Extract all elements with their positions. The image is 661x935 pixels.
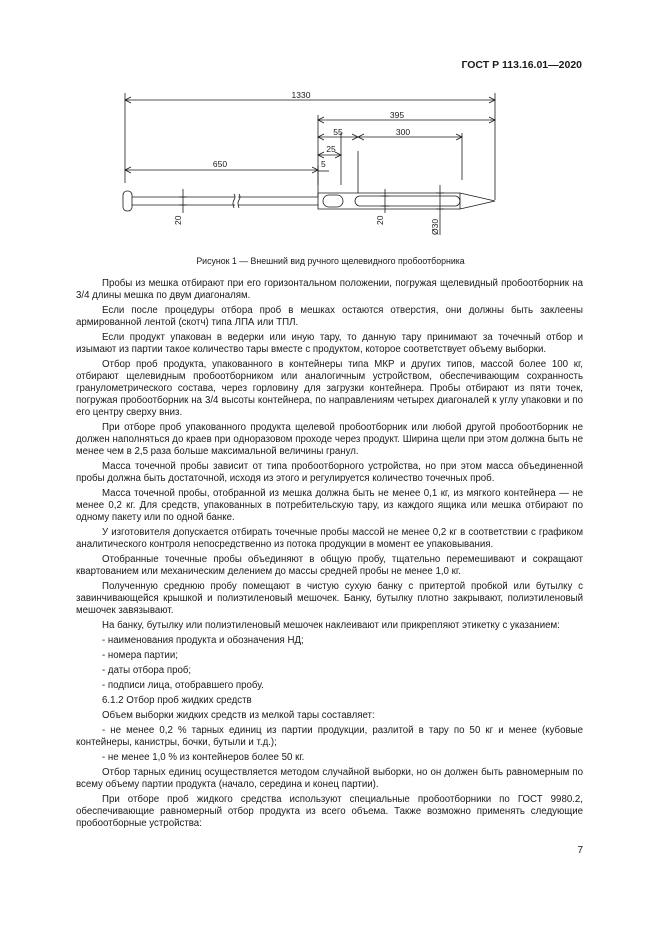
list-item: - номера партии; <box>102 650 178 661</box>
list-item: - подписи лица, отобравшего пробу. <box>102 680 264 691</box>
paragraph: Отбор проб продукта, упакованного в контейнеры типа МКР и других типов, массой более 100 кг, отбирают щелевидным пробоотборником или аналогичным устройством, обеспечивающим сохранность гранулометрического состава, через горловину для загрузки контейнера. Пробы отбирают из пяти точек, погружая пробоотборник на 3/4 высоты контейнера, по направлениям четырех диагоналей к углу упаковки и по его центру сверху вниз. <box>76 359 583 418</box>
dim-diameter-30: Ø30 <box>430 218 440 235</box>
dim-20-rod: 20 <box>173 215 183 225</box>
paragraph: Пробы из мешка отбирают при его горизонтальном положении, погружая щелевидный пробоотборник на 3/4 длины мешка по двум диагоналям. <box>76 278 583 301</box>
paragraph: Масса точечной пробы зависит от типа пробоотборного устройства, но при этом масса объединенной пробы должна быть достаточной, исходя из этого и регулируется количество точечных проб. <box>76 461 583 484</box>
paragraph: Если после процедуры отбора проб в мешках остаются отверстия, они должны быть заклеены армированной лентой (скотч) типа ЛПА или ТПЛ. <box>76 305 583 328</box>
list-item: - наименования продукта и обозначения НД; <box>102 635 304 646</box>
dim-650: 650 <box>212 159 228 169</box>
dim-total: 1330 <box>291 90 311 100</box>
dim-20-slot: 20 <box>375 215 385 225</box>
list-item: - не менее 0,2 % тарных единиц из партии продукции, разлитой в тару по 50 кг и менее (кубовые контейнеры, канистры, бочки, бутыли и т.д.); <box>76 725 583 748</box>
document-header: ГОСТ Р 113.16.01—2020 <box>461 59 582 71</box>
probe-drawing-svg <box>95 85 575 255</box>
page-number: 7 <box>577 845 583 856</box>
section-heading: 6.1.2 Отбор проб жидких средств <box>102 695 252 706</box>
paragraph: Если продукт упакован в ведерки или иную тару, то данную тару принимают за точечный отбор и изымают из партии такое количество тары вместе с продуктом, которое соответствует объему выборки. <box>76 332 583 355</box>
dim-55: 55 <box>333 127 343 137</box>
dim-right-part: 395 <box>389 110 405 120</box>
probe-drawing <box>95 85 575 255</box>
paragraph: У изготовителя допускается отбирать точечные пробы массой не менее 0,2 кг в соответствии с графиком аналитического контроля непосредственно из потока продукции в момент ее упаковывания. <box>76 527 583 550</box>
list-item: - даты отбора проб; <box>102 665 192 676</box>
dim-5: 5 <box>321 159 326 169</box>
paragraph: Полученную среднюю пробу помещают в чистую сухую банку с притертой пробкой или бутылку с завинчивающейся крышкой и полиэтиленовый мешочек. Банку, бутылку плотно закрывают, полиэтиленовый мешочек завязывают. <box>76 581 583 616</box>
paragraph: При отборе проб жидкого средства используют специальные пробоотборники по ГОСТ 9980.2, обеспечивающие равномерный отбор продукта из всего объема. Также возможно применять следующие пробоотборные устройства: <box>76 794 583 829</box>
list-item: - не менее 1,0 % из контейнеров более 50 кг. <box>102 752 305 763</box>
dim-25: 25 <box>326 144 336 154</box>
paragraph: Отобранные точечные пробы объединяют в общую пробу, тщательно перемешивают и сокращают квартованием или механическим делением до массы средней пробы не менее 1,0 кг. <box>76 554 583 577</box>
paragraph: При отборе проб упакованного продукта щелевой пробоотборник или любой другой пробоотборник не должен наполняться до краев при одноразовом проходе через продукт. Ширина щели при этом должна быть не менее чем в 2,5 раза больше максимальной величины гранул. <box>76 422 583 457</box>
paragraph: Объем выборки жидких средств из мелкой тары составляет: <box>102 710 375 721</box>
paragraph: Отбор тарных единиц осуществляется методом случайной выборки, но он должен быть равномерным по всему объему партии продукта (начало, середина и конец партии). <box>76 767 583 790</box>
paragraph: На банку, бутылку или полиэтиленовый мешочек наклеивают или прикрепляют этикетку с указанием: <box>102 620 560 631</box>
body-text <box>76 278 583 833</box>
figure-caption: Рисунок 1 — Внешний вид ручного щелевидного пробоотборника <box>196 256 465 266</box>
dim-300: 300 <box>395 127 411 137</box>
paragraph: Масса точечной пробы, отобранной из мешка должна быть не менее 0,1 кг, из мягкого контейнера — не менее 0,2 кг. Для средств, упакованных в потребительскую тару, из каждого ящика или мешка отбирают по одному пакету или по одной банке. <box>76 488 583 523</box>
